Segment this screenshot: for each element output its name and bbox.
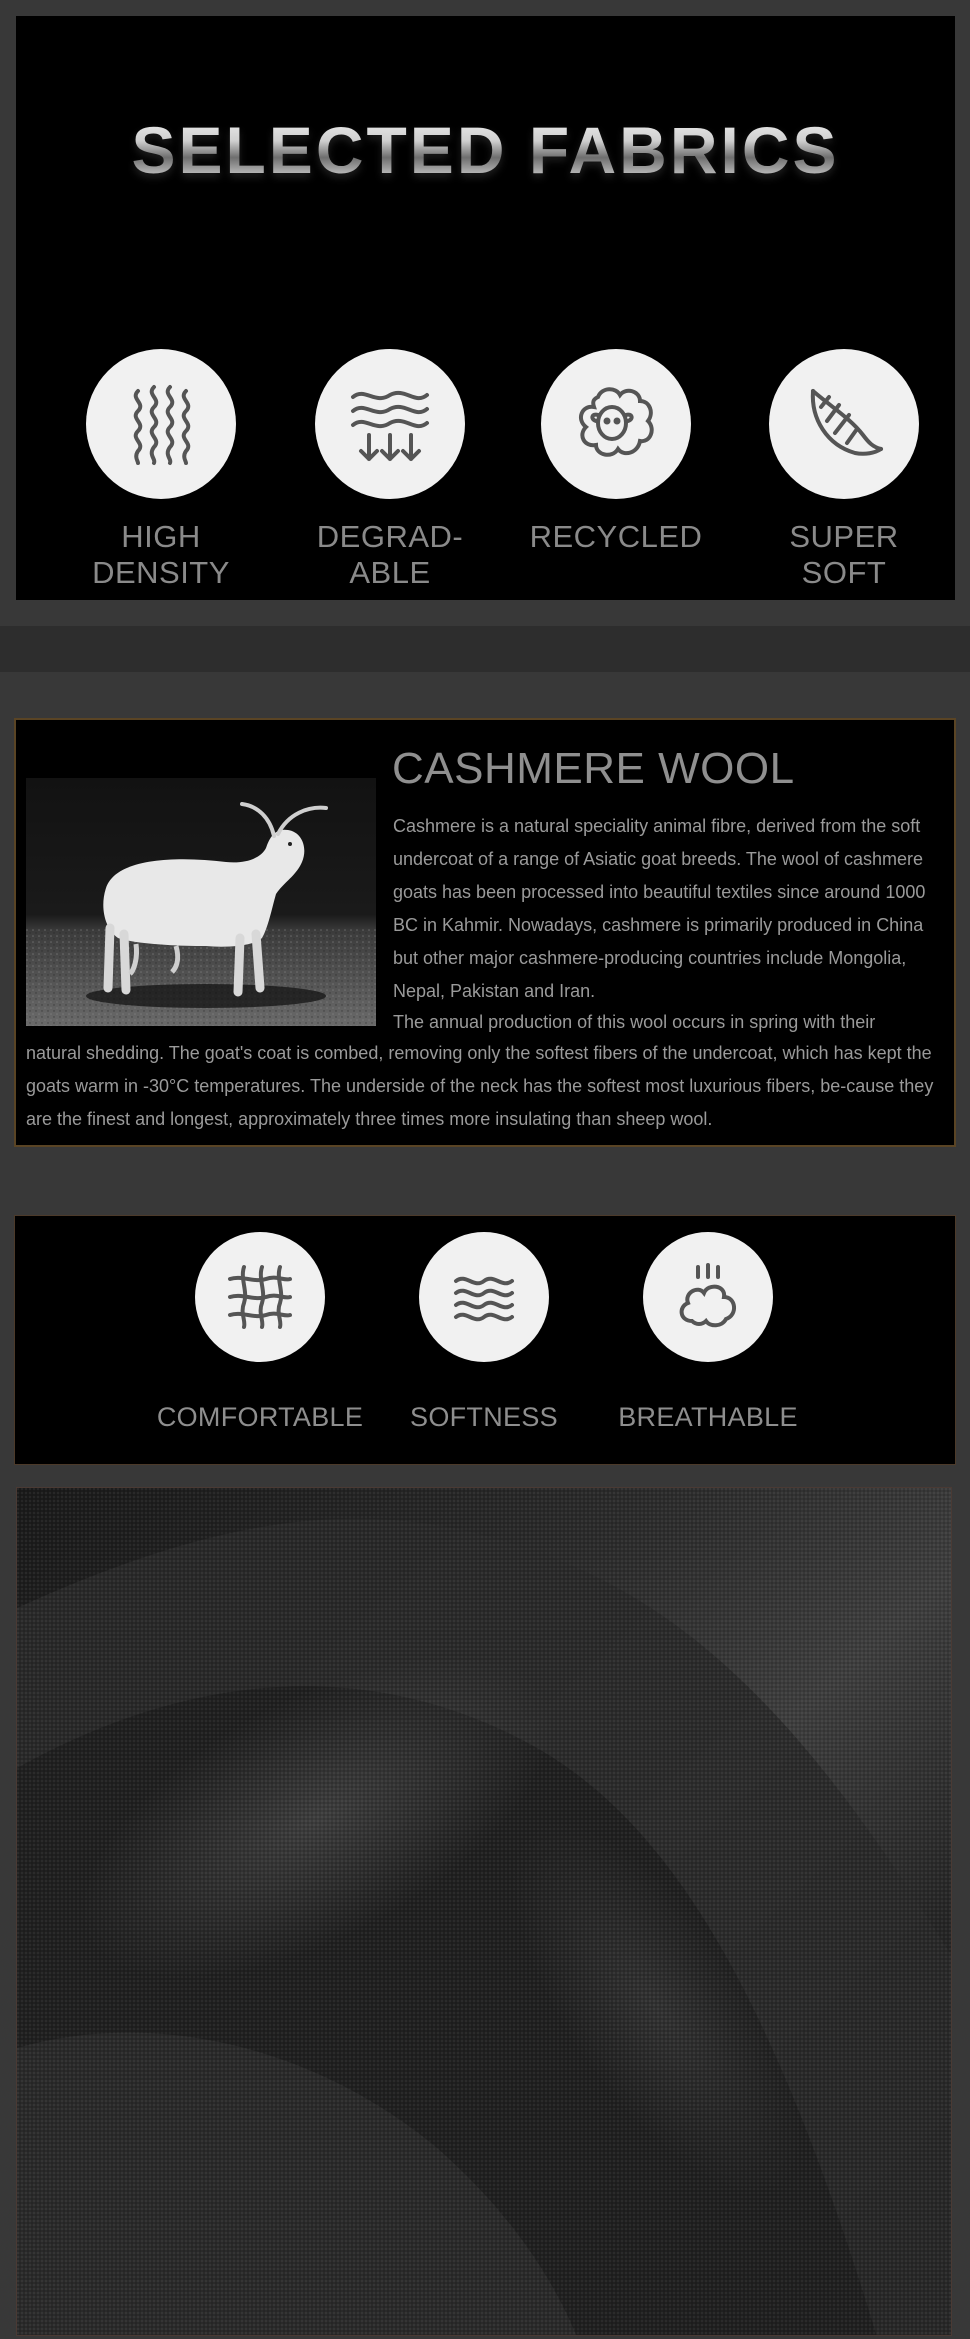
breath-cloud-icon [643,1232,773,1362]
fabric-closeup-photo [16,1487,952,2336]
cashmere-paragraph-2-rest: natural shedding. The goat's coat is combed, removing only the softest fibers of the undercoat, which has kept the goats warm in -30°C temperatures. The underside of the neck has the softest most luxurious fibers, be-cause they are the finest and longest, approximately three times more insulating than sheep wool. [26,1043,934,1129]
feature-label: HIGH DENSITY [92,519,230,590]
feather-icon [769,349,919,499]
soft-waves-icon [419,1232,549,1362]
feature-super-soft [749,349,939,591]
feature-high-density [66,349,256,591]
cashmere-paragraph-2-start: The annual production of this wool occurs in spring with their [393,1012,876,1032]
feature-degradable [295,349,485,591]
feature-label: DEGRAD- ABLE [316,519,464,590]
selected-fabrics-section [16,16,955,600]
feature-comfortable [150,1232,370,1433]
feature-label: BREATHABLE [618,1402,798,1432]
feature-recycled [521,349,711,555]
cashmere-wool-section [14,718,956,1147]
feature-label: RECYCLED [529,519,703,554]
yarn-icon [86,349,236,499]
fabric-texture-image [17,1488,952,2336]
feature-label: COMFORTABLE [156,1402,364,1432]
fabric-features-section [14,1215,956,1465]
feature-breathable [598,1232,818,1433]
section-title: SELECTED FABRICS [16,112,955,188]
weave-grid-icon [195,1232,325,1362]
goat-photo [26,778,376,1026]
sheep-icon [541,349,691,499]
feature-label: SUPER SOFT [789,519,899,590]
feature-label: SOFTNESS [410,1402,558,1432]
feature-softness [374,1232,594,1433]
degradable-icon [315,349,465,499]
cashmere-paragraph-1: Cashmere is a natural speciality animal fibre, derived from the soft undercoat of a range of Asiatic goat breeds. The wool of cashmere goats has been processed into beautiful textiles since around 1000 BC in Kahmir. Nowadays, cashmere is primarily produced in China but other major cashmere-producing countries include Mongolia, Nepal, Pakistan and Iran. [393,816,926,1001]
cashmere-title: CASHMERE WOOL [392,744,795,793]
divider-band [0,626,970,672]
